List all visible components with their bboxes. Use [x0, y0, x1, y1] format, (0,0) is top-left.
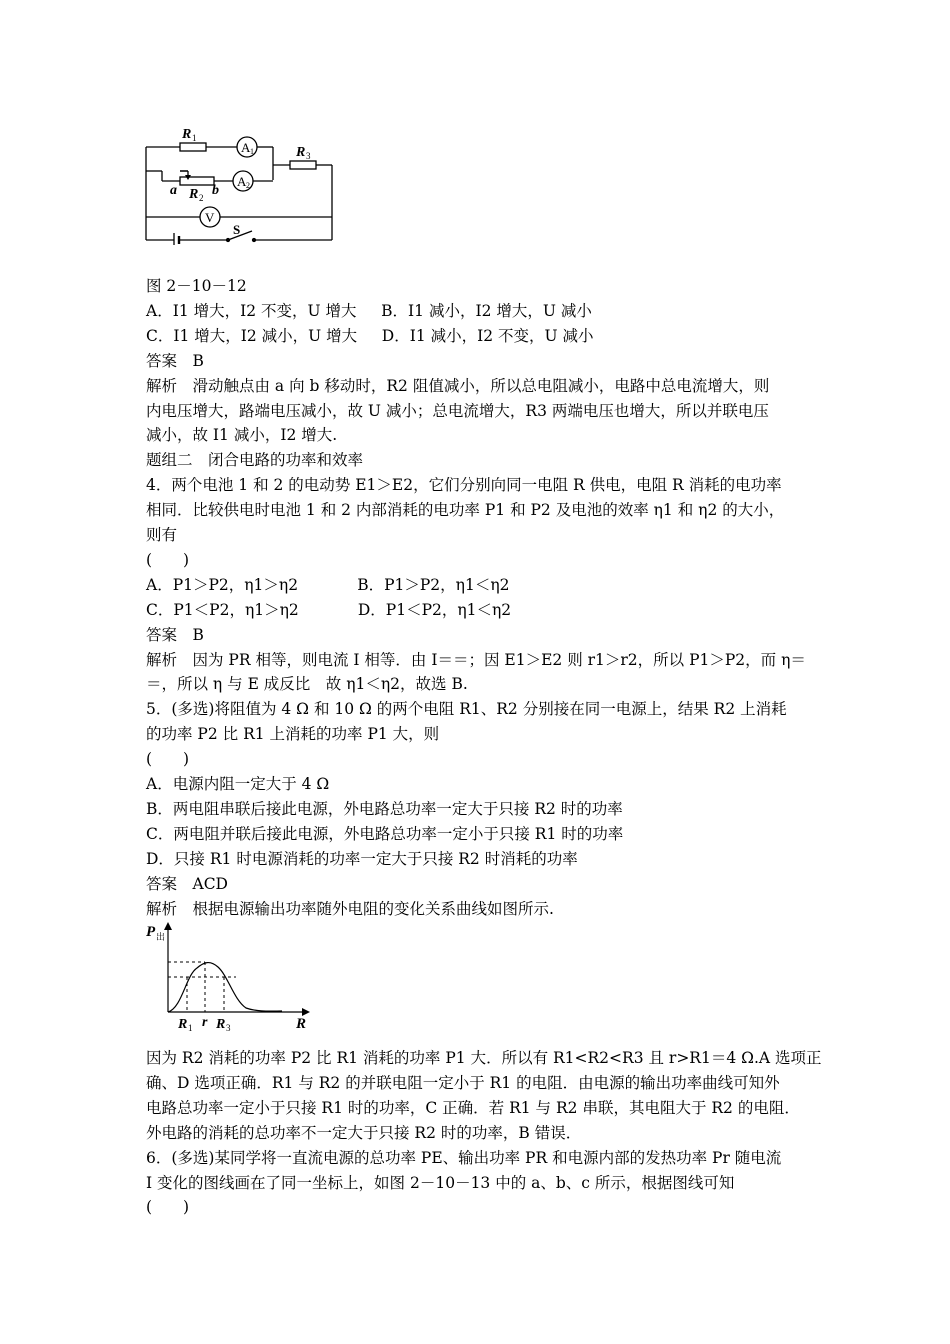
- text-line: 减小，故 I1 减小，I2 增大.: [146, 426, 338, 445]
- r3-label: R: [296, 145, 306, 160]
- text-line: C．I1 增大，I2 减小，U 增大 D．I1 减小，I2 不变，U 减小: [146, 326, 594, 345]
- a1-label: A: [241, 140, 251, 155]
- text-line: 确、D 选项正确．R1 与 R2 的并联电阻一定小于 R1 的电阻．由电源的输出功率曲线可知外: [146, 1073, 780, 1092]
- text-line: C．两电阻并联后接此电源，外电路总功率一定小于只接 R1 时的功率: [146, 824, 624, 843]
- power-curve-graph: [142, 920, 317, 1035]
- text-line: ＝，所以 η 与 E 成反比 故 η1＜η2，故选 B.: [146, 675, 468, 694]
- text-line: A．I1 增大，I2 不变，U 增大 B．I1 减小，I2 增大，U 减小: [146, 301, 592, 320]
- v-label: V: [205, 210, 215, 225]
- text-line: C．P1＜P2，η1＞η2 D．P1＜P2，η1＜η2: [146, 600, 512, 619]
- text-line: 题组二 闭合电路的功率和效率: [146, 451, 364, 470]
- text-line: 外电路的消耗的总功率不一定大于只接 R2 时的功率，B 错误．: [146, 1123, 582, 1142]
- b-label: b: [212, 183, 219, 198]
- r2-sub: 2: [199, 193, 204, 203]
- s-label: S: [233, 222, 241, 237]
- text-line: 内电压增大，路端电压减小，故 U 减小；总电流增大，R3 两端电压也增大，所以并联电压: [146, 401, 769, 420]
- x-axis-label: R: [296, 1016, 307, 1032]
- y-axis-sub: 出: [156, 932, 166, 942]
- text-line: 电路总功率一定小于只接 R1 时的功率，C 正确．若 R1 与 R2 串联，其电阻大于 R2 的电阻．: [146, 1098, 800, 1117]
- tick-r1-sub: 1: [188, 1023, 193, 1033]
- a1-sub: 1: [250, 147, 254, 156]
- text-line: ( ): [146, 1198, 190, 1217]
- text-line: 解析 滑动触点由 a 向 b 移动时，R2 阻值减小，所以总电阻减小，电路中总电流增大，则: [146, 376, 770, 395]
- text-line: I 变化的图线画在了同一坐标上，如图 2－10－13 中的 a、b、c 所示，根据图线可知: [146, 1173, 735, 1192]
- text-line: 的功率 P2 比 R1 上消耗的功率 P1 大，则: [146, 725, 440, 744]
- tick-r3: R: [216, 1017, 226, 1032]
- a2-sub: 2: [246, 181, 250, 190]
- r1-sub: 1: [192, 133, 197, 143]
- tick-r: r: [202, 1015, 208, 1030]
- text-line: 6．(多选)某同学将一直流电源的总功率 PE、输出功率 PR 和电源内部的发热功率 Pr 随电流: [146, 1148, 782, 1167]
- text-line: A．电源内阻一定大于 4 Ω: [146, 775, 330, 793]
- text-line: 答案 B: [146, 625, 204, 644]
- text-line: ( ): [146, 750, 190, 769]
- text-line: 因为 R2 消耗的功率 P2 比 R1 消耗的功率 P1 大．所以有 R1<R2<R3 且 r>R1＝4 Ω.A 选项正: [146, 1049, 822, 1067]
- tick-r3-sub: 3: [226, 1023, 231, 1033]
- text-line: A．P1＞P2，η1＞η2 B．P1＞P2，η1＜η2: [146, 575, 510, 594]
- text-line: 相同．比较供电时电池 1 和 2 内部消耗的电功率 P1 和 P2 及电池的效率 η1 和 η2 的大小，: [146, 501, 785, 520]
- text-line: B．两电阻串联后接此电源，外电路总功率一定大于只接 R2 时的功率: [146, 799, 623, 818]
- a2-label: A: [237, 174, 247, 189]
- text-line: 则有: [146, 526, 178, 544]
- text-line: 解析 因为 PR 相等，则电流 I 相等．由 I＝＝；因 E1＞E2 则 r1＞r2，所以 P1＞P2，而 η＝: [146, 650, 806, 669]
- text-line: 图 2－10－12: [146, 277, 247, 295]
- r3-sub: 3: [306, 151, 311, 161]
- text-line: 答案 ACD: [146, 874, 228, 893]
- text-line: 5．(多选)将阻值为 4 Ω 和 10 Ω 的两个电阻 R1、R2 分别接在同一电源上，结果 R2 上消耗: [146, 700, 787, 719]
- text-line: D．只接 R1 时电源消耗的功率一定大于只接 R2 时消耗的功率: [146, 849, 578, 868]
- text-line: 解析 根据电源输出功率随外电阻的变化关系曲线如图所示.: [146, 899, 554, 918]
- text-line: ( ): [146, 550, 190, 569]
- circuit-diagram: [140, 125, 340, 245]
- text-line: 4．两个电池 1 和 2 的电动势 E1＞E2，它们分别向同一电阻 R 供电，电阻 R 消耗的电功率: [146, 476, 782, 495]
- r1-label: R: [182, 127, 192, 142]
- y-axis-label: P: [146, 924, 156, 940]
- r2-label: R: [189, 187, 199, 202]
- tick-r1: R: [178, 1017, 188, 1032]
- a-label: a: [170, 183, 177, 198]
- text-line: 答案 B: [146, 351, 204, 370]
